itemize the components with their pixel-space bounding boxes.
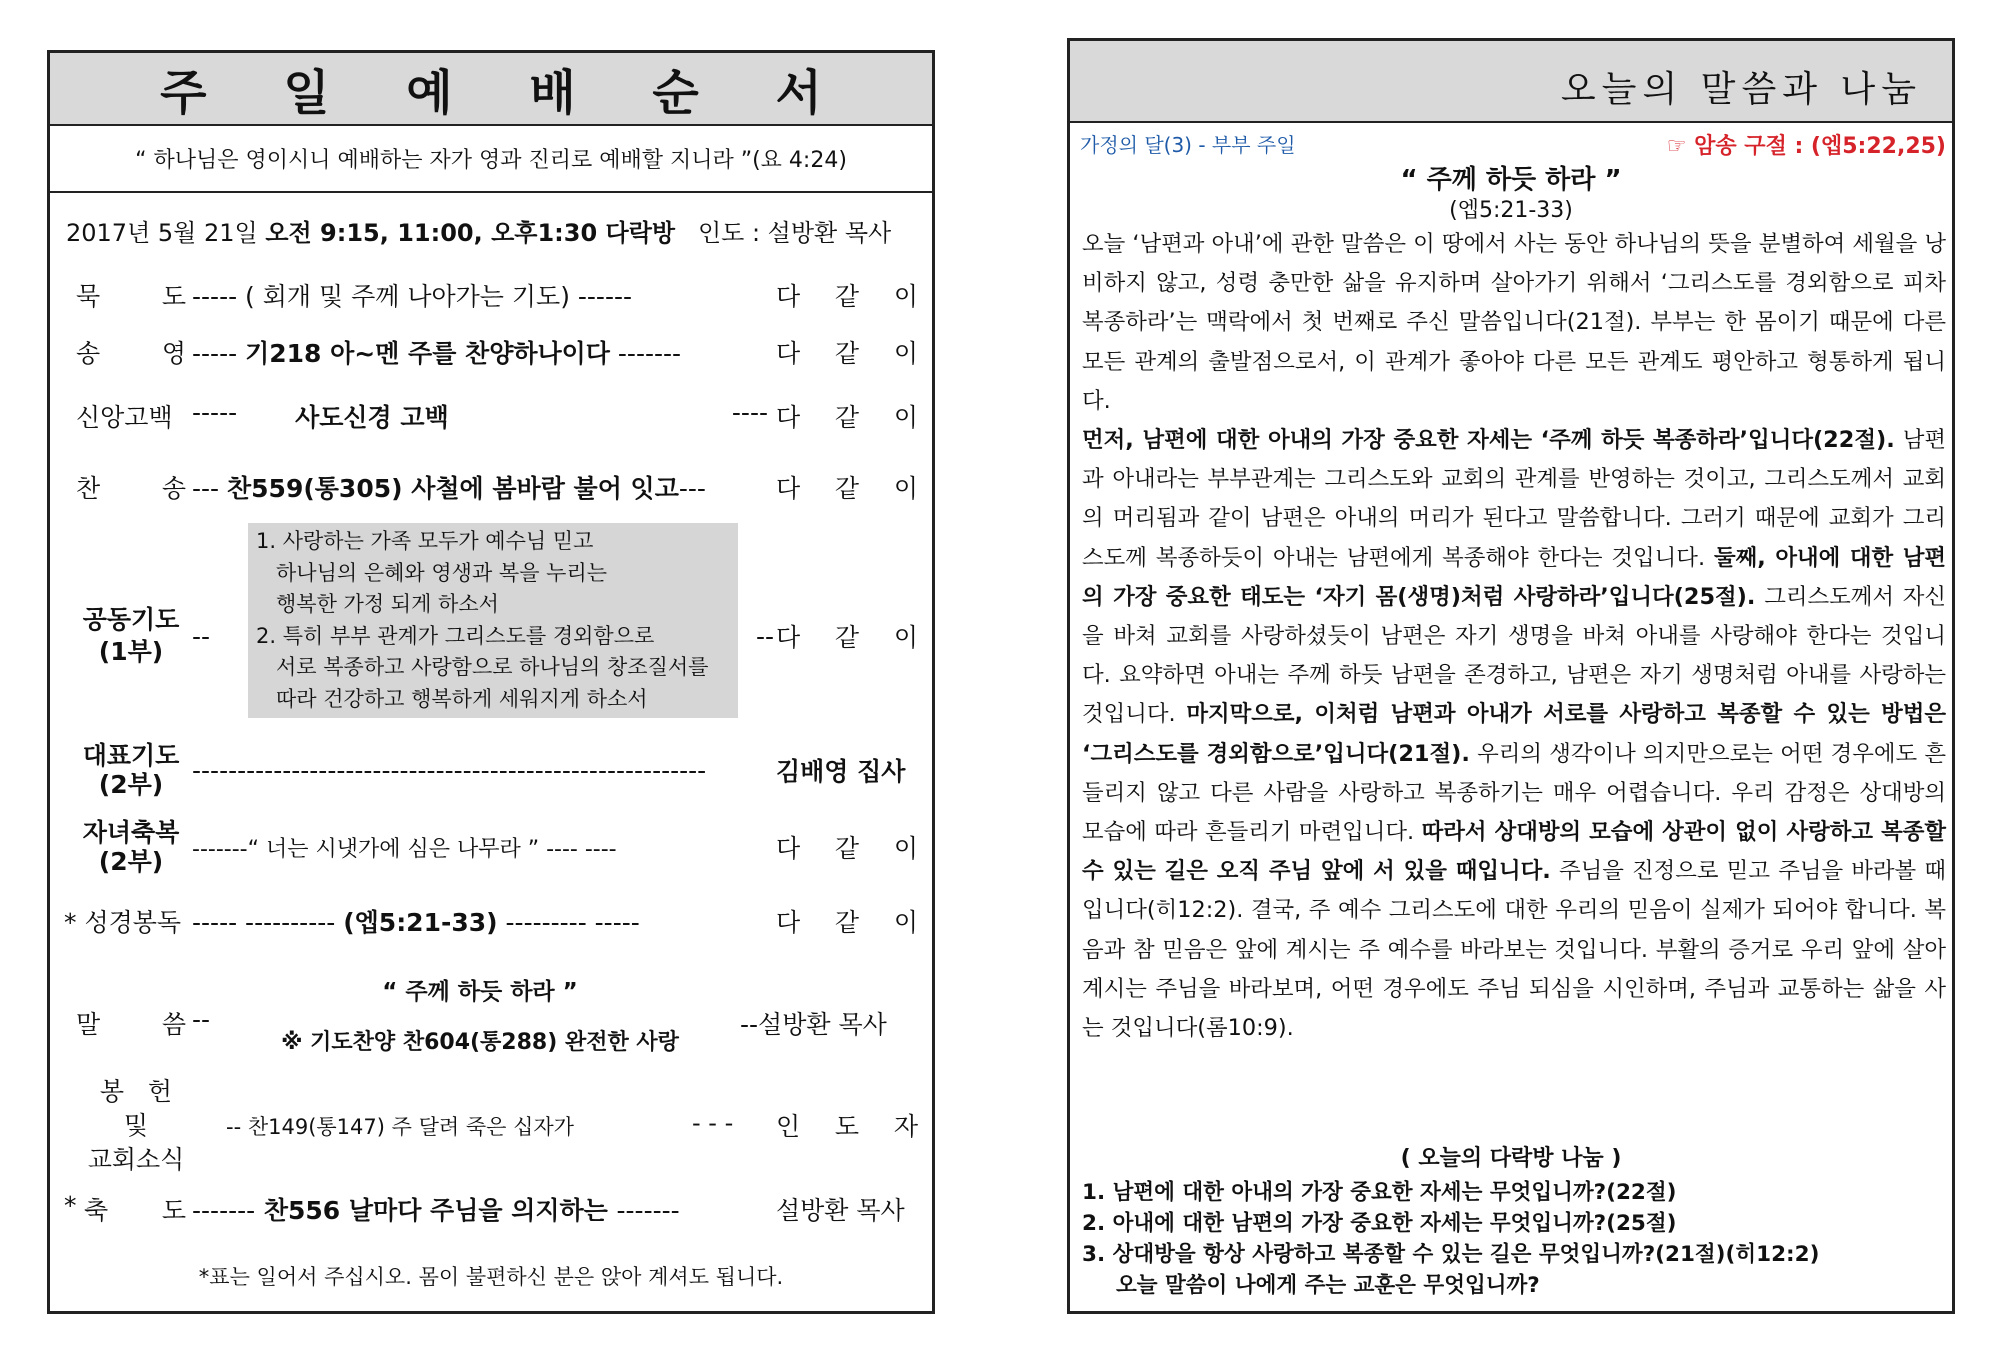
- key-point: 마지막으로, 이처럼 남편과 아내가 서로를 사랑하고 복종할 수 있는 방법은 ‘그리스도를 경외함으로’입니다(21절).: [1082, 701, 1946, 767]
- offering-hymn: -- 찬149(통147) 주 달려 죽은 십자가: [226, 1115, 574, 1139]
- dash: -------: [192, 1196, 256, 1225]
- dash: --: [192, 621, 211, 651]
- sermon-paragraph: 오늘 ‘남편과 아내’에 관한 말씀은 이 땅에서 사는 동안 하나님의 뜻을 분별하여 세월을 낭비하지 않고, 성령 충만한 삶을 유지하며 살아가기 위해서 ‘그리스도를 경외함으로 피차 복종하라’는 맥락에서 첫 번째로 주신 말씀입니다(21절). 부부는 한 몸이기 때문에 다른 모든 관계의 출발점으로서, 이 관계가 좋아야 다른 모든 관계도 평안하고 형통하게 됩니다.: [1082, 231, 1946, 414]
- order-label: 송: [161, 474, 186, 503]
- sermon-prayer-hymn: ※ 기도찬양 찬604(통288) 완전한 사랑: [281, 1030, 679, 1055]
- sermon-body: [1082, 225, 1946, 1048]
- dash: ---: [192, 474, 228, 503]
- sermon-text: 남편과 아내라는 부부관계는 그리스도와 교회의 관계를 반영하는 것이고, 그리스도께서 교회의 머리됨과 같이 남편은 아내의 머리가 된다고 말씀합니다. 그러기 때문에 교회가 그리스도께 복종하듯이 아내는 남편에게 복종해야 한다는 것입니다.: [1082, 427, 1946, 571]
- order-content: [186, 469, 776, 505]
- order-performer: 다: [776, 403, 801, 432]
- order-row-creed: [76, 396, 926, 436]
- order-performer: 이: [893, 474, 918, 503]
- sharing-question: 오늘 말씀이 나에게 주는 교훈은 무엇입니까?: [1116, 1273, 1540, 1298]
- order-label: 자녀축복: [82, 818, 180, 847]
- theme-verse: “ 하나님은 영이시니 예배하는 자가 영과 진리로 예배할 지니라 ”(요 4:24): [50, 126, 932, 193]
- order-performer: 인: [776, 1112, 801, 1141]
- scripture-reference: (엡5:21-33): [343, 908, 498, 937]
- sharing-heading: ( 오늘의 다락방 나눔 ): [1400, 1146, 1622, 1171]
- order-performer: 다: [776, 834, 801, 863]
- prayer-line: 행복한 가정 되게 하소서: [256, 592, 499, 616]
- common-prayer-box: [248, 523, 738, 718]
- order-performer: 같: [834, 908, 860, 937]
- order-performer: 같: [834, 282, 860, 311]
- dash: -------: [609, 339, 682, 368]
- worship-order-title: 주 일 예 배 순 서: [160, 65, 852, 121]
- order-performer: 도: [834, 1112, 860, 1141]
- order-label: 교회소식: [87, 1145, 185, 1174]
- order-label: 봉 헌: [99, 1077, 173, 1106]
- dash: --: [192, 1005, 211, 1034]
- key-point: 따라서 상대방의 모습에 상관이 없이 사랑하고 복종할 수 있는 길은 오직 주님 앞에 서 있을 때입니다.: [1082, 819, 1946, 885]
- service-times: 오전 9:15, 11:00, 오후1:30 다락방: [265, 219, 676, 247]
- prayer-line: 하나님의 은혜와 영생과 복을 누리는: [256, 560, 608, 585]
- dash: -----: [192, 339, 246, 368]
- order-performer: 이: [893, 908, 918, 937]
- order-content: [186, 903, 776, 939]
- sermon-title: “ 주께 하듯 하라 ”: [1400, 165, 1622, 195]
- order-row-scripture-reading: [64, 901, 926, 941]
- order-performer: 다: [776, 474, 801, 503]
- sharing-question: 3. 상대방을 항상 사랑하고 복종할 수 있는 길은 무엇입니까?(21절)(히12:2): [1082, 1242, 1820, 1267]
- order-row-offering: [50, 1075, 932, 1185]
- order-content: [186, 334, 776, 370]
- memory-verse: ☞ 암송 구절 : (엡5:22,25): [1666, 134, 1946, 159]
- series-label: 가정의 달(3) - 부부 주일: [1080, 133, 1296, 157]
- worship-order-header: [50, 53, 932, 126]
- prayer-line: 2. 특히 부부 관계가 그리스도를 경외함으로: [256, 623, 655, 648]
- doxology-hymn: 기218 아~멘 주를 찬양하나이다: [245, 339, 610, 368]
- order-label-sub: (2부): [98, 770, 164, 799]
- order-performer: 같: [834, 474, 860, 503]
- order-content: -------“ 너는 시냇가에 심은 나무라 ” ---- ----: [192, 836, 617, 862]
- order-content: ----- ( 회개 및 주께 나아가는 기도) ------: [192, 282, 633, 311]
- order-performer: 다: [776, 339, 801, 368]
- sermon-text: 우리의 생각이나 의지만으로는 어떤 경우에도 흔들리지 않고 다른 사람을 사랑하고 복종하기는 매우 어렵습니다. 우리 감정은 상대방의 모습에 따라 흔들리기 마련입니다.: [1082, 740, 1946, 846]
- order-label-sub: (2부): [98, 847, 164, 876]
- order-row-sermon: [50, 973, 932, 1063]
- order-label: 도: [161, 1196, 186, 1225]
- order-label: 및: [123, 1111, 149, 1140]
- order-label: 영: [161, 339, 186, 368]
- order-label: 찬: [76, 474, 101, 503]
- dash: - - -: [692, 1109, 734, 1137]
- order-label: [76, 1075, 196, 1177]
- order-performer: 다: [776, 908, 801, 937]
- order-performer: 이: [893, 339, 918, 368]
- worship-order-panel: [47, 50, 935, 1314]
- order-performer: 이: [893, 282, 918, 311]
- order-performer: 같: [834, 339, 860, 368]
- sermon-text: 주님을 진정으로 믿고 주님을 바라볼 때입니다(히12:2). 결국, 주 예수 그리스도에 대한 우리의 믿음이 실제가 되어야 합니다. 복음과 참 믿음은 앞에 계시는 주 예수를 바라보는 것입니다. 부활의 증거로 우리 앞에 살아계시는 주님을 바라보며, 어떤 경우에도 주님 되심을 시인하며, 주님과 교통하는 삶을 사는 것입니다(롬10:9).: [1082, 858, 1946, 1042]
- order-label: 공동기도: [82, 605, 180, 634]
- hymn-title: 찬559(통305) 사철에 봄바람 불어 잇고: [227, 474, 679, 503]
- service-leader: 인도 : 설방환 목사: [697, 219, 892, 247]
- order-row-child-blessing: [76, 815, 926, 879]
- order-performer: 김배영 집사: [776, 757, 906, 786]
- prayer-line: 따라 건강하고 행복하게 세워지게 하소서: [256, 686, 648, 711]
- order-performer: 이: [893, 834, 918, 863]
- order-performer: 다: [776, 282, 801, 311]
- sermon-sharing-panel: [1067, 38, 1955, 1314]
- order-row-doxology: [76, 332, 926, 372]
- benediction-hymn: 찬556 날마다 주님을 의지하는: [255, 1196, 617, 1225]
- sermon-sharing-header: [1070, 41, 1952, 123]
- dash: -----: [192, 398, 238, 427]
- prayer-line: 서로 복종하고 사랑함으로 하나님의 창조질서를: [256, 655, 709, 679]
- sub-header-line: [1080, 129, 1946, 160]
- order-performer: 같: [834, 623, 860, 652]
- dash: ---: [678, 474, 706, 503]
- order-performer: 다: [776, 623, 801, 652]
- sermon-text: 그리스도께서 자신을 바쳐 교회를 사랑하셨듯이 남편은 자기 생명을 바쳐 아내를 사랑해야 한다는 것입니다. 요약하면 아내는 주께 하듯 남편을 존경하고, 남편은 자기 생명처럼 아내를 사랑하는 것입니다.: [1082, 583, 1946, 728]
- order-content: [186, 398, 776, 434]
- order-performer: 이: [893, 403, 918, 432]
- order-content: [186, 1191, 776, 1227]
- service-date-line: [66, 213, 926, 248]
- key-point: 둘째, 아내에 대한 남편의 가장 중요한 태도는 ‘자기 몸(생명)처럼 사랑하라’입니다(25절).: [1082, 544, 1946, 610]
- order-performer: 같: [834, 834, 860, 863]
- order-label: 묵: [76, 282, 101, 311]
- prayer-line: 1. 사랑하는 가족 모두가 예수님 믿고: [256, 529, 594, 553]
- order-row-benediction: [64, 1189, 926, 1229]
- service-date: 2017년 5월 21일: [66, 219, 266, 247]
- standing-marker: *: [64, 1191, 77, 1220]
- dash: --: [755, 621, 774, 651]
- key-point: 먼저, 남편에 대한 아내의 가장 중요한 자세는 ‘주께 하듯 복종하라’입니다(22절).: [1082, 427, 1895, 454]
- order-label: 씀: [161, 1010, 186, 1039]
- sermon-preacher: --설방환 목사: [740, 1010, 887, 1039]
- dash: ----- ----------: [192, 908, 344, 937]
- sharing-question: 1. 남편에 대한 아내의 가장 중요한 자세는 무엇입니까?(22절): [1082, 1180, 1677, 1205]
- creed-text: 사도신경 고백: [295, 403, 449, 432]
- sharing-questions: [1082, 1177, 1948, 1301]
- standing-footnote: *표는 일어서 주십시오. 몸이 불편하신 분은 앉아 계셔도 됩니다.: [198, 1265, 784, 1289]
- order-label: 송: [76, 339, 101, 368]
- order-label: 도: [161, 282, 186, 311]
- order-label: 신앙고백: [76, 403, 173, 432]
- order-row-silent-prayer: [76, 275, 926, 315]
- sermon-reference: (엡5:21-33): [1449, 198, 1573, 223]
- order-performer: 자: [893, 1112, 918, 1141]
- sermon-title: “ 주께 하듯 하라 ”: [382, 979, 578, 1005]
- order-content: ---------------------------------------------------------: [192, 755, 707, 785]
- dash: ----: [731, 398, 768, 427]
- order-label: 축: [84, 1196, 109, 1225]
- order-performer: 설방환 목사: [776, 1196, 905, 1225]
- order-row-hymn: [76, 467, 926, 507]
- order-label-sub: (1부): [98, 637, 164, 666]
- sermon-sharing-title: 오늘의 말씀과 나눔: [1560, 69, 1922, 110]
- sharing-question: 2. 아내에 대한 남편의 가장 중요한 자세는 무엇입니까?(25절): [1082, 1211, 1677, 1236]
- dash: --------- -----: [497, 908, 640, 937]
- order-label: 말: [76, 1010, 101, 1039]
- order-performer: 이: [893, 623, 918, 652]
- order-label: 대표기도: [82, 741, 180, 770]
- sermon-paragraph: [1082, 421, 1946, 1048]
- dash: -------: [616, 1196, 680, 1225]
- order-row-representative-prayer: [76, 738, 926, 802]
- order-performer: 같: [834, 403, 860, 432]
- order-label: * 성경봉독: [64, 908, 182, 937]
